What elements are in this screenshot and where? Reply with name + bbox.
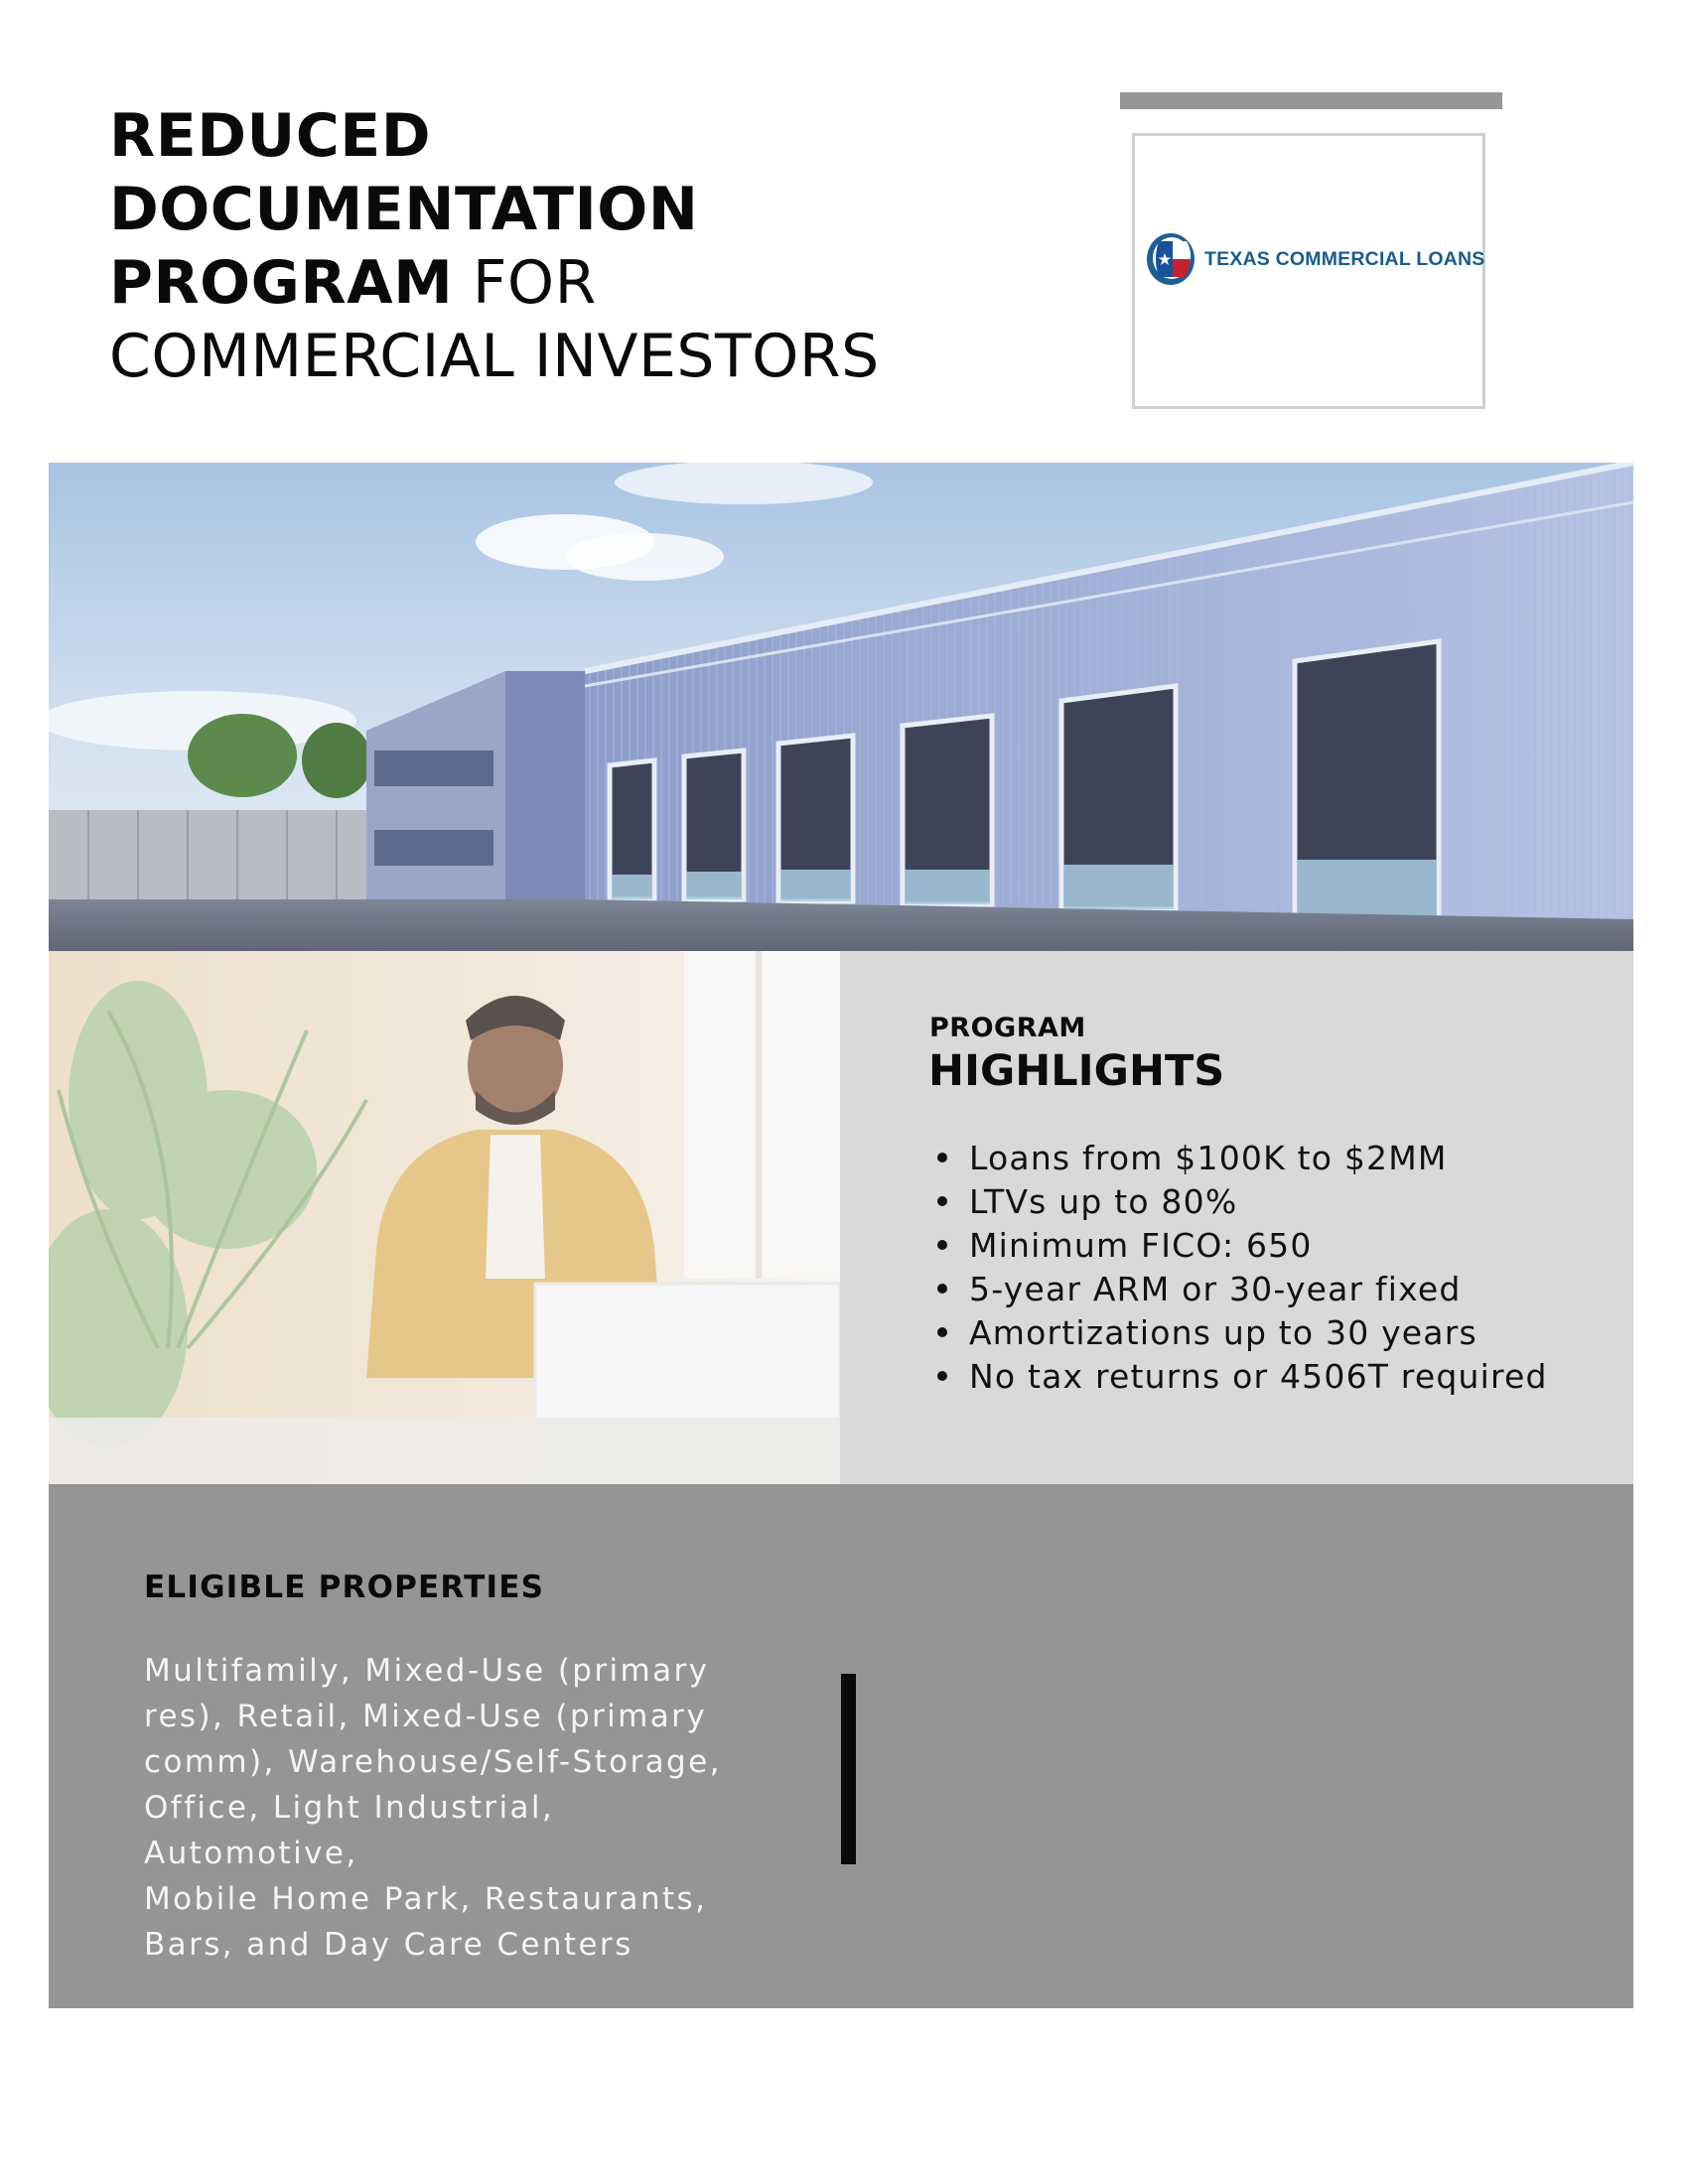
title-line-4: COMMERCIAL INVESTORS (109, 322, 880, 391)
texas-flag-icon (1145, 231, 1196, 287)
warehouse-photo (49, 463, 1633, 951)
eligible-line: Multifamily, Mixed-Use (primary (144, 1653, 710, 1689)
bullet-icon (937, 1284, 947, 1294)
highlight-text: Loans from $100K to $2MM (969, 1138, 1448, 1177)
eligible-description (144, 1648, 760, 1968)
list-item (929, 1179, 1548, 1223)
program-highlights-panel (840, 951, 1633, 1484)
highlight-text: Amortizations up to 30 years (969, 1312, 1477, 1352)
title-line-3-light: FOR (453, 248, 597, 318)
title-line-2: DOCUMENTATION (109, 175, 699, 244)
list-item (929, 1223, 1548, 1267)
highlights-title: HIGHLIGHTS (928, 1046, 1225, 1096)
list-item (929, 1310, 1548, 1354)
highlights-list (929, 1136, 1548, 1398)
highlight-text: Minimum FICO: 650 (969, 1225, 1313, 1265)
eligible-line: comm), Warehouse/Self-Storage, (144, 1744, 722, 1780)
highlight-text: LTVs up to 80% (969, 1181, 1238, 1221)
highlights-kicker: PROGRAM (929, 1013, 1086, 1043)
eligible-title: ELIGIBLE PROPERTIES (144, 1570, 545, 1605)
bullet-icon (937, 1240, 947, 1250)
eligible-line: Office, Light Industrial, Automotive, (144, 1790, 555, 1871)
eligible-line: Mobile Home Park, Restaurants, (144, 1881, 708, 1917)
bullet-icon (937, 1153, 947, 1162)
logo-accent-bar (1120, 92, 1502, 109)
eligible-properties-panel (49, 1484, 1633, 2008)
eligible-line: Bars, and Day Care Centers (144, 1927, 633, 1963)
list-item (929, 1136, 1548, 1179)
company-logo (1145, 231, 1484, 287)
person-with-laptop-photo (49, 951, 840, 1484)
logo-frame (1132, 133, 1485, 409)
page-title (109, 99, 1003, 393)
title-line-1: REDUCED (109, 101, 432, 171)
logo-text: TEXAS COMMERCIAL LOANS (1204, 247, 1485, 270)
bullet-icon (937, 1327, 947, 1337)
bullet-icon (937, 1371, 947, 1381)
bullet-icon (937, 1196, 947, 1206)
title-line-3-bold: PROGRAM (109, 248, 454, 318)
title-line-3 (109, 246, 1003, 320)
vertical-divider (841, 1674, 856, 1864)
highlight-text: No tax returns or 4506T required (969, 1356, 1548, 1396)
highlight-text: 5-year ARM or 30-year fixed (969, 1269, 1462, 1308)
list-item (929, 1267, 1548, 1310)
eligible-line: res), Retail, Mixed-Use (primary (144, 1699, 708, 1734)
list-item (929, 1354, 1548, 1398)
